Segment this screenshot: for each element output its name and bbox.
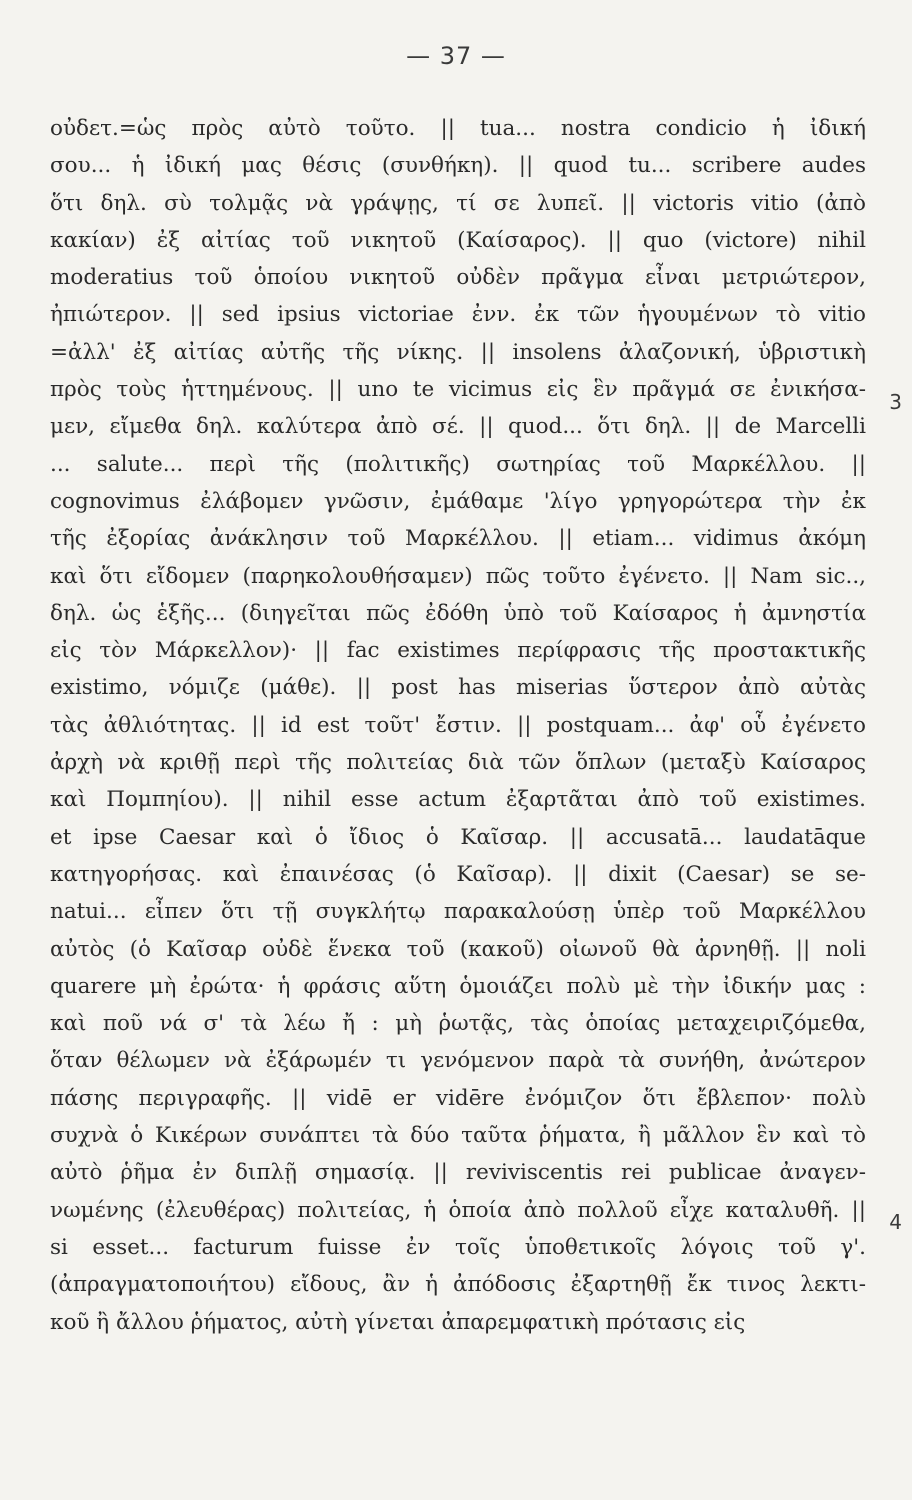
text-line-9: μεν, εἴμεθα δηλ. καλύτερα ἀπὸ σέ. || quod... ὅτι δηλ. || de Marcelli xyxy=(50,414,866,440)
text-line-26: ὅταν θέλωμεν νὰ ἐξάρωμέν τι γενόμενον παρὰ τὰ συνήθη, ἀνώτερον xyxy=(50,1048,866,1074)
text-line-1: οὐδετ.=ὡς πρὸς αὐτὸ τοῦτο. || tua... nostra condicio ἡ ἰδική xyxy=(50,116,866,141)
text-line-30: νωμένης (ἐλευθέρας) πολιτείας, ἡ ὁποία ἀπὸ πολλοῦ εἶχε καταλυθῆ. || xyxy=(50,1197,866,1223)
margin-line-number: 3 xyxy=(889,390,902,414)
text-line-10: ... salute... περὶ τῆς (πολιτικῆς) σωτηρίας τοῦ Μαρκέλλου. || xyxy=(50,451,866,477)
text-line-2: σου... ἡ ἰδική μας θέσις (συνθήκη). || quod tu... scribere audes xyxy=(50,153,866,179)
text-line-14: δηλ. ὡς ἑξῆς... (διηγεῖται πῶς ἐδόθη ὑπὸ τοῦ Καίσαρος ἡ ἀμνηστία xyxy=(50,600,866,626)
page-number: — 37 — xyxy=(406,42,506,70)
text-line-5: moderatius τοῦ ὁποίου νικητοῦ οὐδὲν πρᾶγμα εἶναι μετριώτερον, xyxy=(50,265,866,291)
text-line-6: ἠπιώτερον. || sed ipsius victoriae ἐνν. ἐκ τῶν ἡγουμένων τὸ vitio xyxy=(50,302,866,328)
text-line-3: ὅτι δηλ. σὺ τολμᾷς νὰ γράψῃς, τί σε λυπεῖ. || victoris vitio (ἀπὸ xyxy=(50,190,866,216)
text-line-13: καὶ ὅτι εἴδομεν (παρηκολουθήσαμεν) πῶς τοῦτο ἐγένετο. || Nam sic.., xyxy=(50,563,866,589)
text-line-23: αὐτὸς (ὁ Καῖσαρ οὐδὲ ἕνεκα τοῦ (κακοῦ) οἰωνοῦ θὰ ἀρνηθῇ. || noli xyxy=(50,936,866,962)
text-line-18: ἀρχὴ νὰ κριθῇ περὶ τῆς πολιτείας διὰ τῶν ὅπλων (μεταξὺ Καίσαρος xyxy=(50,750,866,776)
text-line-15: εἰς τὸν Μάρκελλον)· || fac existimes περίφρασις τῆς προστακτικῆς xyxy=(50,638,866,664)
text-line-31: si esset... facturum fuisse ἐν τοῖς ὑποθετικοῖς λόγοις τοῦ γ'. xyxy=(50,1234,866,1260)
text-line-29: αὐτὸ ῥῆμα ἐν διπλῇ σημασίᾳ. || reviviscentis rei publicae ἀναγεν- xyxy=(50,1160,866,1186)
text-line-24: quarere μὴ ἐρώτα· ἡ φράσις αὕτη ὁμοιάζει πολὺ μὲ τὴν ἰδικήν μας : xyxy=(50,973,866,999)
text-line-16: existimo, νόμιζε (μάθε). || post has miserias ὕστερον ἀπὸ αὐτὰς xyxy=(50,675,866,701)
text-line-12: τῆς ἐξορίας ἀνάκλησιν τοῦ Μαρκέλλου. || etiam... vidimus ἀκόμη xyxy=(50,526,866,552)
text-line-22: natui... εἶπεν ὅτι τῇ συγκλήτῳ παρακαλούσῃ ὑπὲρ τοῦ Μαρκέλλου xyxy=(50,899,866,925)
commentary-text xyxy=(50,110,866,1341)
text-line-21: κατηγορήσας. καὶ ἐπαινέσας (ὁ Καῖσαρ). || dixit (Caesar) se se- xyxy=(50,861,866,887)
text-line-8: πρὸς τοὺς ἡττημένους. || uno te vicimus εἰς ἓν πρᾶγμά σε ἐνικήσα- xyxy=(50,377,866,403)
text-line-28: συχνὰ ὁ Κικέρων συνάπτει τὰ δύο ταῦτα ῥήματα, ἢ μᾶλλον ἓν καὶ τὸ xyxy=(50,1123,866,1149)
text-line-25: καὶ ποῦ νά σ' τὰ λέω ἤ : μὴ ῥωτᾷς, τὰς ὁποίας μεταχειριζόμεθα, xyxy=(50,1011,866,1037)
text-line-17: τὰς ἀθλιότητας. || id est τοῦτ' ἔστιν. || postquam... ἀφ' οὗ ἐγένετο xyxy=(50,712,866,738)
text-line-7: =ἀλλ' ἐξ αἰτίας αὐτῆς τῆς νίκης. || insolens ἀλαζονική, ὑβριστικὴ xyxy=(50,339,866,365)
text-line-11: cognovimus ἐλάβομεν γνῶσιν, ἐμάθαμε 'λίγο γρηγορώτερα τὴν ἐκ xyxy=(50,488,866,514)
text-line-32: (ἀπραγματοποιήτου) εἴδους, ἂν ἡ ἀπόδοσις ἐξαρτηθῇ ἔκ τινος λεκτι- xyxy=(50,1272,866,1298)
text-line-33: κοῦ ἢ ἄλλου ῥήματος, αὐτὴ γίνεται ἀπαρεμφατικὴ πρότασις εἰς xyxy=(50,1309,746,1335)
text-line-20: et ipse Caesar καὶ ὁ ἴδιος ὁ Καῖσαρ. || accusatā... laudatāque xyxy=(50,824,866,850)
margin-line-number: 4 xyxy=(889,1210,902,1234)
text-line-19: καὶ Πομπηίου). || nihil esse actum ἐξαρτᾶται ἀπὸ τοῦ existimes. xyxy=(50,787,866,813)
text-line-27: πάσης περιγραφῆς. || vidē er vidēre ἐνόμιζον ὅτι ἔβλεπον· πολὺ xyxy=(50,1085,866,1111)
text-line-4: κακίαν) ἐξ αἰτίας τοῦ νικητοῦ (Καίσαρος). || quo (victore) nihil xyxy=(50,227,866,253)
